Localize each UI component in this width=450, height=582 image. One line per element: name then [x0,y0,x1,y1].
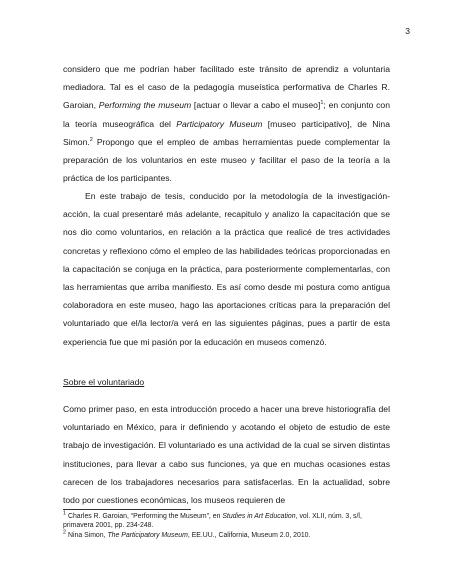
footnote-ref-2[interactable]: 2 [89,136,93,143]
footnote-divider [63,509,191,510]
footnote-2-text-a: Nina Simon, [66,531,108,539]
page-number: 3 [405,26,410,36]
paragraph-voluntariado: Como primer paso, en esta introducción procedo a hacer una breve historiografía del voluntariado en México, para ir definiendo y acotando el objeto de estudio de este trabajo de investigación. El voluntariado es una actividad de la cual se sirven distintas instituciones, para llevar a cabo sus funciones, ya que en muchas ocasiones estas carecen de los trabajadores necesarios para satisfacerlas. En la actualidad, sobre todo por cuestiones económicas, los museos requieren de [63,404,390,506]
p1-text-a: considero que me podrían haber facilitado este tránsito de aprendiz a voluntaria mediadora. Tal es el caso de la pedagogía museística performativa de Charles R. Garoian, [63,64,390,111]
section-heading: Sobre el voluntariado [63,377,145,387]
footnote-1-number: 1 [63,510,67,517]
footnote-ref-1[interactable]: 1 [320,100,324,107]
p1-title-performing: Performing the museum [98,100,192,111]
p1-text-i: Propongo que el empleo de ambas herramientas puede complementar la preparación de los voluntarios en este museo y facilitar el paso de la teoría a la práctica de los participantes. [63,136,390,184]
paragraph-thesis: En este trabajo de tesis, conducido por la metodología de la investigación-acción, la cual presentaré más adelante, recapitulo y analizo la capacitación que se nos dio como voluntarios, en relación a la práctica que realicé de tres actividades concretas y reflexiono cómo el empleo de las habilidades teóricas proporcionadas en la capacitación se conjuga en la práctica, para posteriormente complementarlas, con las herramientas que arriba manifiesto. Es así como desde mi postura como antigua colaboradora en este museo, hago las aportaciones críticas para la preparación del voluntariado que el/la lector/a verá en las siguientes páginas, pues a partir de esta experiencia fue que mi pasión por la educación en museos comenzó. [63,191,390,347]
footnote-2 [63,531,393,540]
footnotes [63,512,393,540]
p1-text-g: [museo participativo], de Nina Simon. [63,118,390,147]
footnote-1-text-a: Charles R. Garoian, “Performing the Museum”, en [66,513,223,520]
footnote-1-journal: Studies in Art Education [222,513,296,520]
p1-title-participatory: Participatory Museum [176,118,263,129]
footnote-2-book: The Participatory Museum [107,531,188,539]
footnote-1 [63,512,393,531]
p1-text-c: [actuar o llevar a cabo el museo] [191,100,321,111]
footnote-1-text-c: , vol. XLII, núm. 3, s/l, primavera 2001, pp. 234-248. [63,513,362,530]
p1-text-e: ; en conjunto con la teoría museográfica del [63,100,390,129]
footnote-2-text-c: , EE.UU., California, Museum 2.0, 2010. [187,531,311,539]
footnote-2-number: 2 [63,529,67,536]
paragraph-intro [63,60,390,187]
